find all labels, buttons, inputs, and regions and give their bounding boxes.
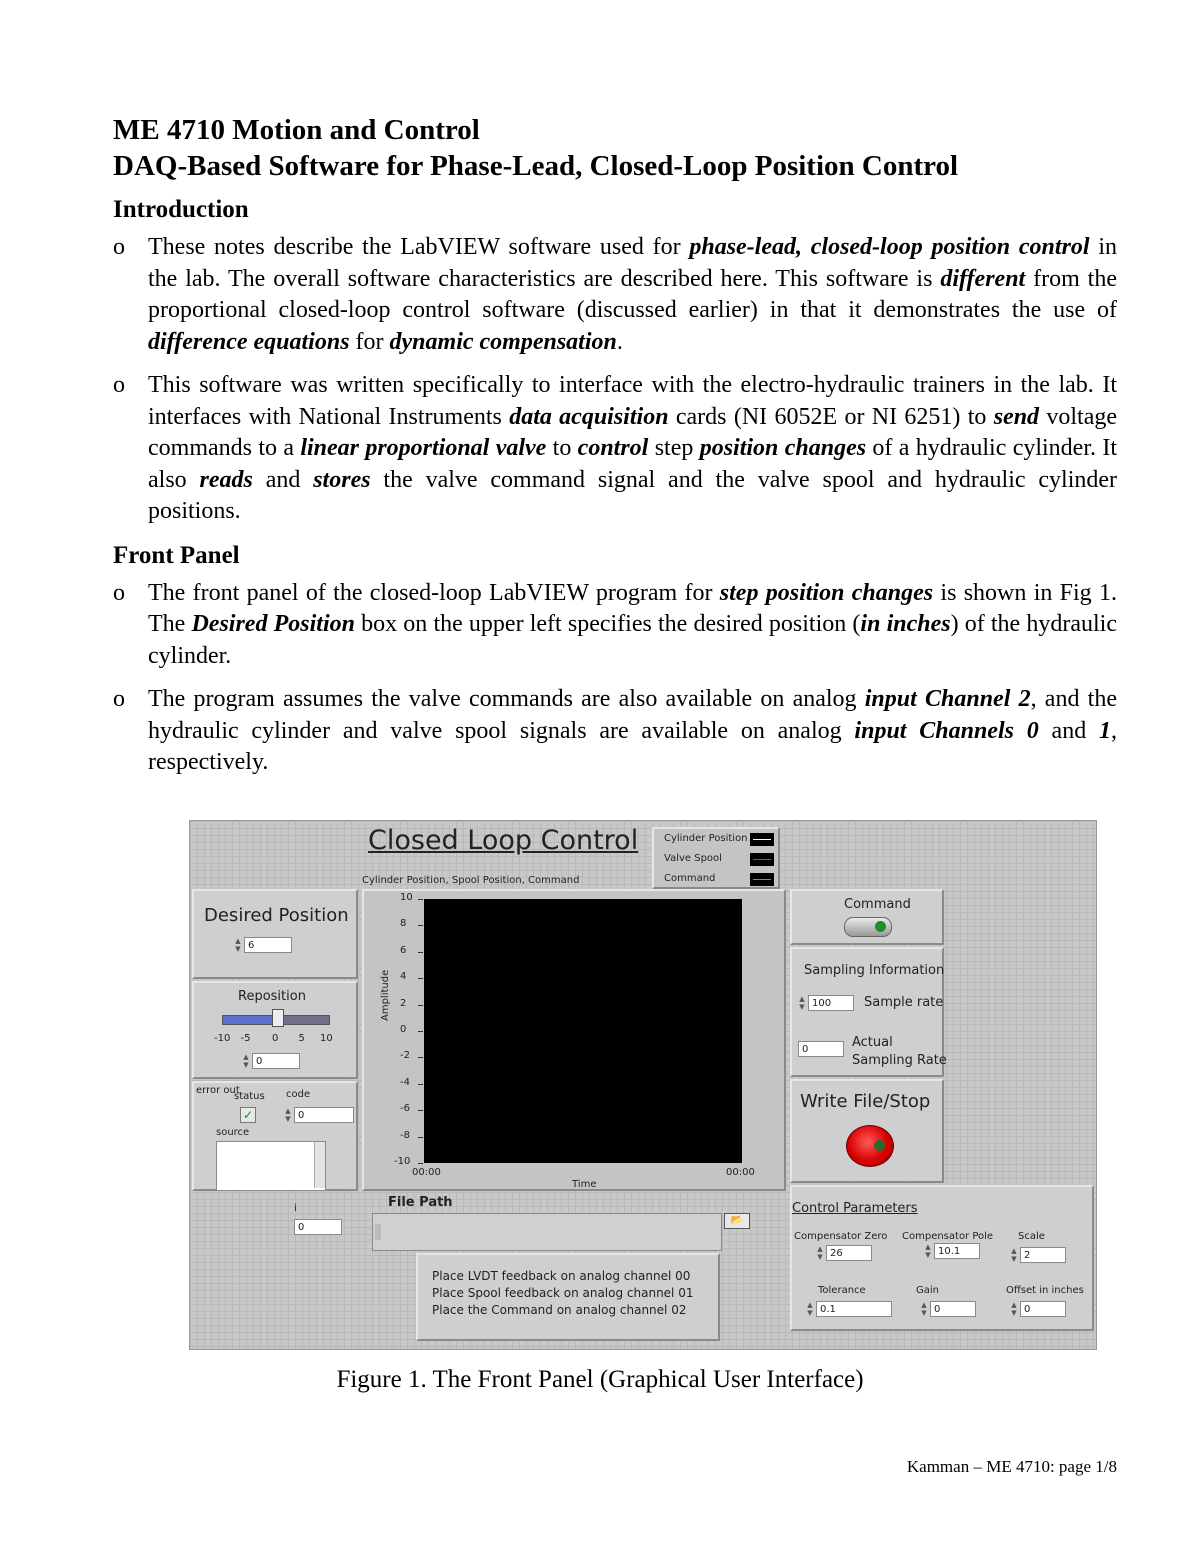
spinner-arrows-icon[interactable]: ▲ ▼ (799, 995, 805, 1011)
comp-zero-input[interactable]: 26 (826, 1245, 872, 1261)
slider-tick-label: 5 (298, 1033, 305, 1044)
x-axis-label: Time (572, 1179, 597, 1190)
front-bullet-1: o The front panel of the closed-loop LabVIEW program for step position changes is shown in Fig 1. The Desired Position box on the upper left specifies the desired position (in inches) of the hydraulic cylinder. (113, 578, 1117, 673)
y-tick-label: 6 (400, 944, 407, 956)
write-file-stop-label: Write File/Stop (800, 1091, 931, 1112)
sampling-info-box (790, 947, 947, 1077)
actual-rate-label-1: Actual (852, 1035, 893, 1050)
code-input[interactable]: 0 (294, 1107, 354, 1123)
spinner-arrows-icon[interactable]: ▲ ▼ (1011, 1301, 1017, 1317)
comp-zero-label: Compensator Zero (794, 1231, 888, 1242)
status-check-icon: ✓ (240, 1107, 256, 1123)
heading-front-panel: Front Panel (113, 541, 240, 569)
figure-caption: Figure 1. The Front Panel (Graphical User Interface) (336, 1366, 864, 1393)
sample-rate-input[interactable]: 100 (808, 995, 854, 1011)
actual-rate-label-2: Sampling Rate (852, 1053, 947, 1068)
document-body (113, 112, 1117, 791)
y-tick-mark (418, 1031, 423, 1032)
legend-item-label: Cylinder Position (664, 833, 748, 844)
front-bullet-2: o The program assumes the valve commands are also available on analog input Channel 2, and the hydraulic cylinder and valve spool signals are available on analog input Channels 0 and 1, respectively. (113, 684, 1117, 779)
control-parameters-label: Control Parameters (792, 1201, 918, 1216)
comp-pole-label: Compensator Pole (902, 1231, 994, 1242)
plot-legend (652, 827, 780, 889)
desired-position-box (192, 889, 358, 979)
y-tick-mark (418, 1057, 423, 1058)
i-indicator: 0 (294, 1219, 342, 1235)
error-out-cluster (192, 1081, 358, 1191)
source-scrollbar[interactable] (314, 1142, 325, 1188)
instructions-box (416, 1253, 720, 1341)
front-panel-list (113, 578, 1117, 779)
heading-introduction: Introduction (113, 196, 249, 223)
y-tick-label: -6 (400, 1103, 410, 1115)
y-tick-label: 10 (400, 892, 413, 903)
sample-rate-label: Sample rate (864, 995, 944, 1010)
y-tick-mark (418, 978, 423, 979)
scale-label: Scale (1018, 1231, 1045, 1242)
instruction-line: Place the Command on analog channel 02 (432, 1303, 687, 1317)
y-tick-label: 0 (400, 1024, 407, 1035)
tolerance-input[interactable]: 0.1 (816, 1301, 892, 1317)
legend-item-label: Command (664, 873, 716, 884)
spinner-arrows-icon[interactable]: ▲ ▼ (1011, 1247, 1017, 1263)
command-box (790, 889, 944, 945)
y-tick-label: -10 (394, 1156, 411, 1167)
spinner-arrows-icon[interactable]: ▲ ▼ (235, 937, 241, 953)
page-footer: Kamman – ME 4710: page 1/8 (906, 1457, 1117, 1476)
source-label: source (216, 1127, 250, 1138)
intro-bullet-2: o This software was written specifically to interface with the electro-hydraulic trainers in the lab. It interfaces with National Instruments data acquisition cards (NI 6052E or NI 6251) to send voltage commands to a linear proportional valve to control step position changes of a hydraulic cylinder. It also reads and stores the valve command signal and the valve spool and hydraulic cylinder positions. (113, 370, 1117, 528)
legend-swatch-spool[interactable] (750, 853, 774, 866)
reposition-box (192, 981, 358, 1079)
legend-swatch-cylinder[interactable] (750, 833, 774, 846)
control-parameters-box (790, 1185, 1094, 1331)
y-tick-mark (418, 1137, 423, 1138)
spinner-arrows-icon[interactable]: ▲ ▼ (921, 1301, 927, 1317)
intro-bullet-1: o These notes describe the LabVIEW software used for phase-lead, closed-loop position control in the lab. The overall software characteristics are described here. This software is different from the proportional closed-loop control software (discussed earlier) in that it demonstrates the use of difference equations for dynamic compensation. (113, 232, 1117, 358)
y-tick-mark (418, 1084, 423, 1085)
labview-front-panel (189, 820, 1097, 1350)
comp-pole-input[interactable]: 10.1 (934, 1243, 980, 1259)
y-tick-label: -8 (400, 1129, 410, 1141)
reposition-slider-handle[interactable] (272, 1009, 284, 1027)
write-file-stop-box (790, 1079, 944, 1183)
y-axis-label: Amplitude (380, 969, 391, 1021)
waveform-chart (362, 889, 786, 1191)
title-line-1: ME 4710 Motion and Control (113, 114, 480, 146)
y-tick-mark (418, 899, 423, 900)
y-tick-mark (418, 1005, 423, 1006)
tolerance-label: Tolerance (818, 1285, 866, 1296)
browse-folder-icon[interactable]: 📂 (724, 1213, 750, 1229)
file-path-label: File Path (388, 1195, 453, 1210)
slider-tick-label: 0 (272, 1033, 279, 1044)
code-label: code (286, 1089, 311, 1100)
i-label: i (294, 1203, 297, 1214)
offset-label: Offset in inches (1006, 1285, 1084, 1296)
scale-input[interactable]: 2 (1020, 1247, 1066, 1263)
spinner-arrows-icon[interactable]: ▲ ▼ (817, 1245, 823, 1261)
instruction-line: Place LVDT feedback on analog channel 00 (432, 1269, 691, 1283)
spinner-arrows-icon[interactable]: ▲ ▼ (807, 1301, 813, 1317)
y-tick-mark (418, 925, 423, 926)
y-tick-mark (418, 1163, 423, 1164)
y-tick-label: 4 (400, 971, 407, 983)
file-path-input[interactable] (372, 1213, 722, 1251)
gain-input[interactable]: 0 (930, 1301, 976, 1317)
legend-swatch-command[interactable] (750, 873, 774, 886)
spinner-arrows-icon[interactable]: ▲ ▼ (925, 1243, 931, 1259)
slider-tick-label: -10 (214, 1033, 231, 1044)
introduction-list (113, 232, 1117, 528)
desired-position-label: Desired Position (204, 905, 349, 926)
source-textbox[interactable] (216, 1141, 326, 1191)
y-tick-label: 2 (400, 997, 407, 1009)
desired-position-input[interactable]: 6 (244, 937, 292, 953)
command-label: Command (844, 897, 911, 912)
y-tick-label: 8 (400, 918, 407, 930)
offset-input[interactable]: 0 (1020, 1301, 1066, 1317)
x-axis-start: 00:00 (412, 1167, 441, 1178)
error-out-label: error out (196, 1085, 240, 1096)
title-line-2: DAQ-Based Software for Phase-Lead, Closed-Loop Position Control (113, 150, 959, 182)
y-tick-label: -4 (400, 1076, 410, 1088)
y-tick-label: -2 (400, 1050, 410, 1062)
legend-item-label: Valve Spool (664, 853, 722, 864)
reposition-label: Reposition (238, 989, 306, 1004)
y-tick-mark (418, 952, 423, 953)
graph-caption: Cylinder Position, Spool Position, Command (362, 875, 580, 886)
slider-tick-label: 10 (320, 1033, 333, 1044)
status-label: status (234, 1091, 265, 1102)
x-axis-end: 00:00 (726, 1167, 755, 1178)
chart-plot-area[interactable] (424, 899, 742, 1163)
sampling-info-label: Sampling Information (804, 963, 945, 978)
actual-rate-indicator: 0 (798, 1041, 844, 1057)
write-file-stop-button[interactable] (846, 1125, 894, 1167)
gain-label: Gain (916, 1285, 939, 1296)
reposition-input[interactable]: 0 (252, 1053, 300, 1069)
spinner-arrows-icon[interactable]: ▲ ▼ (285, 1107, 291, 1123)
panel-title: Closed Loop Control (368, 825, 639, 856)
spinner-arrows-icon[interactable]: ▲ ▼ (243, 1053, 249, 1069)
command-led[interactable] (844, 917, 892, 937)
instruction-line: Place Spool feedback on analog channel 01 (432, 1286, 694, 1300)
y-tick-mark (418, 1110, 423, 1111)
slider-tick-label: -5 (240, 1033, 251, 1044)
